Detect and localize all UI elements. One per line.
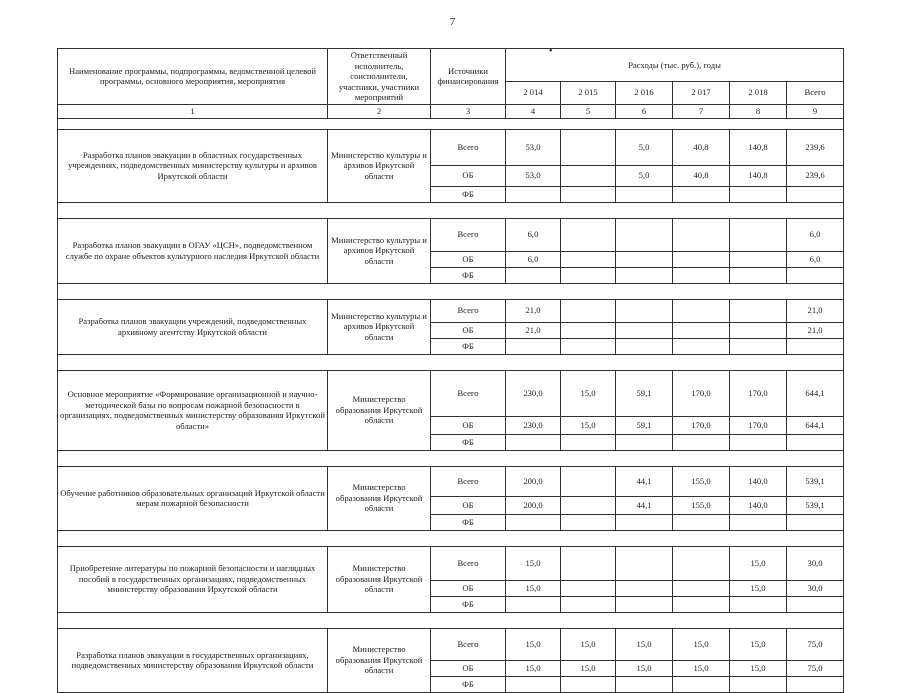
year-value (561, 496, 616, 514)
year-value (730, 218, 787, 251)
table-row (58, 628, 844, 660)
year-value (506, 338, 561, 354)
group-spacer-cell (58, 202, 844, 218)
year-value: 140,0 (730, 496, 787, 514)
table-row (58, 129, 844, 165)
year-value (561, 165, 616, 186)
year-2014: 2 014 (506, 81, 561, 104)
funding-source: ОБ (431, 251, 506, 267)
funding-source: ФБ (431, 514, 506, 530)
table-row (58, 299, 844, 322)
year-value (506, 267, 561, 283)
total-value: 239,6 (787, 129, 844, 165)
year-value: 15,0 (730, 546, 787, 580)
year-value: 15,0 (561, 628, 616, 660)
funding-source: ФБ (431, 338, 506, 354)
total-value (787, 186, 844, 202)
year-value (616, 299, 673, 322)
funding-source: Всего (431, 628, 506, 660)
header-name: Наименование программы, подпрограммы, ведомственной целевой программы, основного мероприятия, мероприятия (58, 49, 328, 105)
group-spacer (58, 118, 844, 129)
year-value (730, 322, 787, 338)
year-value: 15,0 (730, 628, 787, 660)
year-value (561, 129, 616, 165)
total-value: 30,0 (787, 580, 844, 596)
year-value (506, 186, 561, 202)
year-value: 155,0 (673, 496, 730, 514)
funding-source: ОБ (431, 322, 506, 338)
column-numbers-row (58, 104, 844, 118)
year-value (616, 186, 673, 202)
total-value: 21,0 (787, 299, 844, 322)
total-value: 75,0 (787, 628, 844, 660)
group-spacer (58, 202, 844, 218)
year-value (730, 251, 787, 267)
year-value: 140,8 (730, 129, 787, 165)
table-row (58, 546, 844, 580)
responsible-executor: Министерство образования Иркутской области (328, 546, 431, 612)
year-value (506, 514, 561, 530)
table-row (58, 370, 844, 416)
column-number: 4 (506, 104, 561, 118)
responsible-executor: Министерство культуры и архивов Иркутской области (328, 299, 431, 354)
column-number: 1 (58, 104, 328, 118)
year-value (616, 514, 673, 530)
total-value: 644,1 (787, 370, 844, 416)
year-value (616, 546, 673, 580)
year-value (616, 596, 673, 612)
year-value (616, 580, 673, 596)
year-2018: 2 018 (730, 81, 787, 104)
funding-source: Всего (431, 299, 506, 322)
funding-source: ОБ (431, 165, 506, 186)
year-value (561, 322, 616, 338)
year-value (561, 186, 616, 202)
total-value: 539,1 (787, 466, 844, 496)
group-spacer-cell (58, 283, 844, 299)
year-value (616, 338, 673, 354)
table-row (58, 218, 844, 251)
year-value: 155,0 (673, 466, 730, 496)
column-number: 3 (431, 104, 506, 118)
total-value: 539,1 (787, 496, 844, 514)
total-value: 6,0 (787, 251, 844, 267)
funding-source: ФБ (431, 596, 506, 612)
year-value: 40,8 (673, 165, 730, 186)
year-value: 200,0 (506, 466, 561, 496)
year-value: 53,0 (506, 129, 561, 165)
total-value: 239,6 (787, 165, 844, 186)
measure-name: Разработка планов эвакуации в ОГАУ «ЦСН», подведомственном службе по охране объектов культурного наследия Иркутской области (58, 218, 328, 283)
expenses-table (57, 48, 844, 693)
year-value: 53,0 (506, 165, 561, 186)
funding-source: ФБ (431, 186, 506, 202)
year-value (561, 514, 616, 530)
measure-name: Разработка планов эвакуации в областных государственных учреждениях, подведомственных министерству культуры и архивов Иркутской области (58, 129, 328, 202)
column-number: 6 (616, 104, 673, 118)
measure-name: Разработка планов эвакуации в государственных организациях, подведомственных министерству образования Иркутской области (58, 628, 328, 692)
year-value: 170,0 (673, 416, 730, 434)
year-2015: 2 015 (561, 81, 616, 104)
scan-dot: • (549, 46, 553, 57)
funding-source: ФБ (431, 434, 506, 450)
year-value (506, 596, 561, 612)
year-value: 170,0 (730, 370, 787, 416)
year-value (730, 434, 787, 450)
header-responsible: Ответственный исполнитель, соисполнители, участники, участники мероприятий (328, 49, 431, 105)
total-value (787, 514, 844, 530)
year-value: 170,0 (673, 370, 730, 416)
funding-source: Всего (431, 466, 506, 496)
year-value (673, 580, 730, 596)
year-value (673, 596, 730, 612)
year-value: 59,1 (616, 370, 673, 416)
year-value: 15,0 (673, 660, 730, 676)
measure-name: Разработка планов эвакуации учреждений, подведомственных архивному агентству Иркутской области (58, 299, 328, 354)
year-value: 15,0 (506, 580, 561, 596)
year-value: 15,0 (506, 660, 561, 676)
year-value: 15,0 (616, 628, 673, 660)
year-value (561, 251, 616, 267)
year-value: 59,1 (616, 416, 673, 434)
year-value (730, 299, 787, 322)
year-value (561, 338, 616, 354)
header-expenses: Расходы (тыс. руб.), годы (506, 49, 844, 82)
group-spacer-cell (58, 612, 844, 628)
year-value: 21,0 (506, 299, 561, 322)
column-number: 9 (787, 104, 844, 118)
total-value (787, 434, 844, 450)
year-value (730, 267, 787, 283)
group-spacer (58, 530, 844, 546)
year-value: 15,0 (730, 580, 787, 596)
year-value (616, 218, 673, 251)
year-value: 140,0 (730, 466, 787, 496)
header-sources: Источники финансирования (431, 49, 506, 105)
measure-name: Обучение работников образовательных организаций Иркутской области мерам пожарной безопасности (58, 466, 328, 530)
year-value (561, 299, 616, 322)
header-row (58, 49, 844, 82)
total-value: 21,0 (787, 322, 844, 338)
year-value: 15,0 (616, 660, 673, 676)
funding-source: Всего (431, 370, 506, 416)
year-2017: 2 017 (673, 81, 730, 104)
year-value (673, 434, 730, 450)
year-value (616, 434, 673, 450)
year-2016: 2 016 (616, 81, 673, 104)
funding-source: ОБ (431, 580, 506, 596)
year-value: 170,0 (730, 416, 787, 434)
year-value (730, 338, 787, 354)
group-spacer (58, 450, 844, 466)
total-value: 644,1 (787, 416, 844, 434)
year-value (561, 218, 616, 251)
funding-source: Всего (431, 218, 506, 251)
total-value (787, 338, 844, 354)
column-number: 8 (730, 104, 787, 118)
year-value: 15,0 (730, 660, 787, 676)
year-value: 44,1 (616, 496, 673, 514)
year-value: 5,0 (616, 129, 673, 165)
year-value: 15,0 (506, 546, 561, 580)
year-value (673, 322, 730, 338)
year-value (561, 596, 616, 612)
total-value (787, 596, 844, 612)
year-value (673, 186, 730, 202)
year-value (616, 676, 673, 692)
year-value (673, 338, 730, 354)
funding-source: ФБ (431, 267, 506, 283)
responsible-executor: Министерство образования Иркутской области (328, 370, 431, 450)
total-value (787, 676, 844, 692)
group-spacer-cell (58, 450, 844, 466)
year-value (616, 267, 673, 283)
year-value (730, 514, 787, 530)
year-value (561, 580, 616, 596)
year-value: 15,0 (506, 628, 561, 660)
year-value: 230,0 (506, 416, 561, 434)
year-value (616, 322, 673, 338)
funding-source: Всего (431, 546, 506, 580)
year-value (561, 466, 616, 496)
year-value: 15,0 (561, 416, 616, 434)
group-spacer (58, 354, 844, 370)
year-value (561, 267, 616, 283)
year-value (673, 251, 730, 267)
funding-source: ФБ (431, 676, 506, 692)
group-spacer-cell (58, 354, 844, 370)
group-spacer (58, 612, 844, 628)
year-value (730, 676, 787, 692)
group-spacer-cell (58, 118, 844, 129)
column-number: 2 (328, 104, 431, 118)
total-value: 30,0 (787, 546, 844, 580)
year-value: 40,8 (673, 129, 730, 165)
page-number: 7 (449, 16, 456, 28)
year-value: 15,0 (561, 370, 616, 416)
year-value (673, 546, 730, 580)
column-number: 7 (673, 104, 730, 118)
year-value: 5,0 (616, 165, 673, 186)
year-value (673, 299, 730, 322)
year-total: Всего (787, 81, 844, 104)
year-value (730, 186, 787, 202)
year-value (616, 251, 673, 267)
group-spacer-cell (58, 530, 844, 546)
year-value (561, 546, 616, 580)
year-value: 44,1 (616, 466, 673, 496)
total-value: 75,0 (787, 660, 844, 676)
funding-source: ОБ (431, 416, 506, 434)
measure-name: Основное мероприятие «Формирование организационной и научно-методической базы по вопросам пожарной безопасности в организациях, подведомственных министерству образования Иркутской области» (58, 370, 328, 450)
total-value: 6,0 (787, 218, 844, 251)
year-value: 21,0 (506, 322, 561, 338)
year-value: 6,0 (506, 218, 561, 251)
responsible-executor: Министерство образования Иркутской области (328, 628, 431, 692)
year-value: 230,0 (506, 370, 561, 416)
total-value (787, 267, 844, 283)
year-value (673, 514, 730, 530)
table-row (58, 466, 844, 496)
year-value: 6,0 (506, 251, 561, 267)
funding-source: Всего (431, 129, 506, 165)
responsible-executor: Министерство образования Иркутской области (328, 466, 431, 530)
funding-source: ОБ (431, 660, 506, 676)
year-value: 200,0 (506, 496, 561, 514)
year-value (561, 434, 616, 450)
responsible-executor: Министерство культуры и архивов Иркутской области (328, 218, 431, 283)
funding-source: ОБ (431, 496, 506, 514)
group-spacer (58, 283, 844, 299)
year-value (730, 596, 787, 612)
year-value (673, 267, 730, 283)
responsible-executor: Министерство культуры и архивов Иркутской области (328, 129, 431, 202)
year-value: 15,0 (561, 660, 616, 676)
year-value (506, 676, 561, 692)
measure-name: Приобретение литературы по пожарной безопасности и наглядных пособий в государственных организациях, подведомственных министерству образования Иркутской области (58, 546, 328, 612)
year-value (673, 676, 730, 692)
year-value (506, 434, 561, 450)
year-value: 15,0 (673, 628, 730, 660)
year-value: 140,8 (730, 165, 787, 186)
column-number: 5 (561, 104, 616, 118)
year-value (561, 676, 616, 692)
year-value (673, 218, 730, 251)
